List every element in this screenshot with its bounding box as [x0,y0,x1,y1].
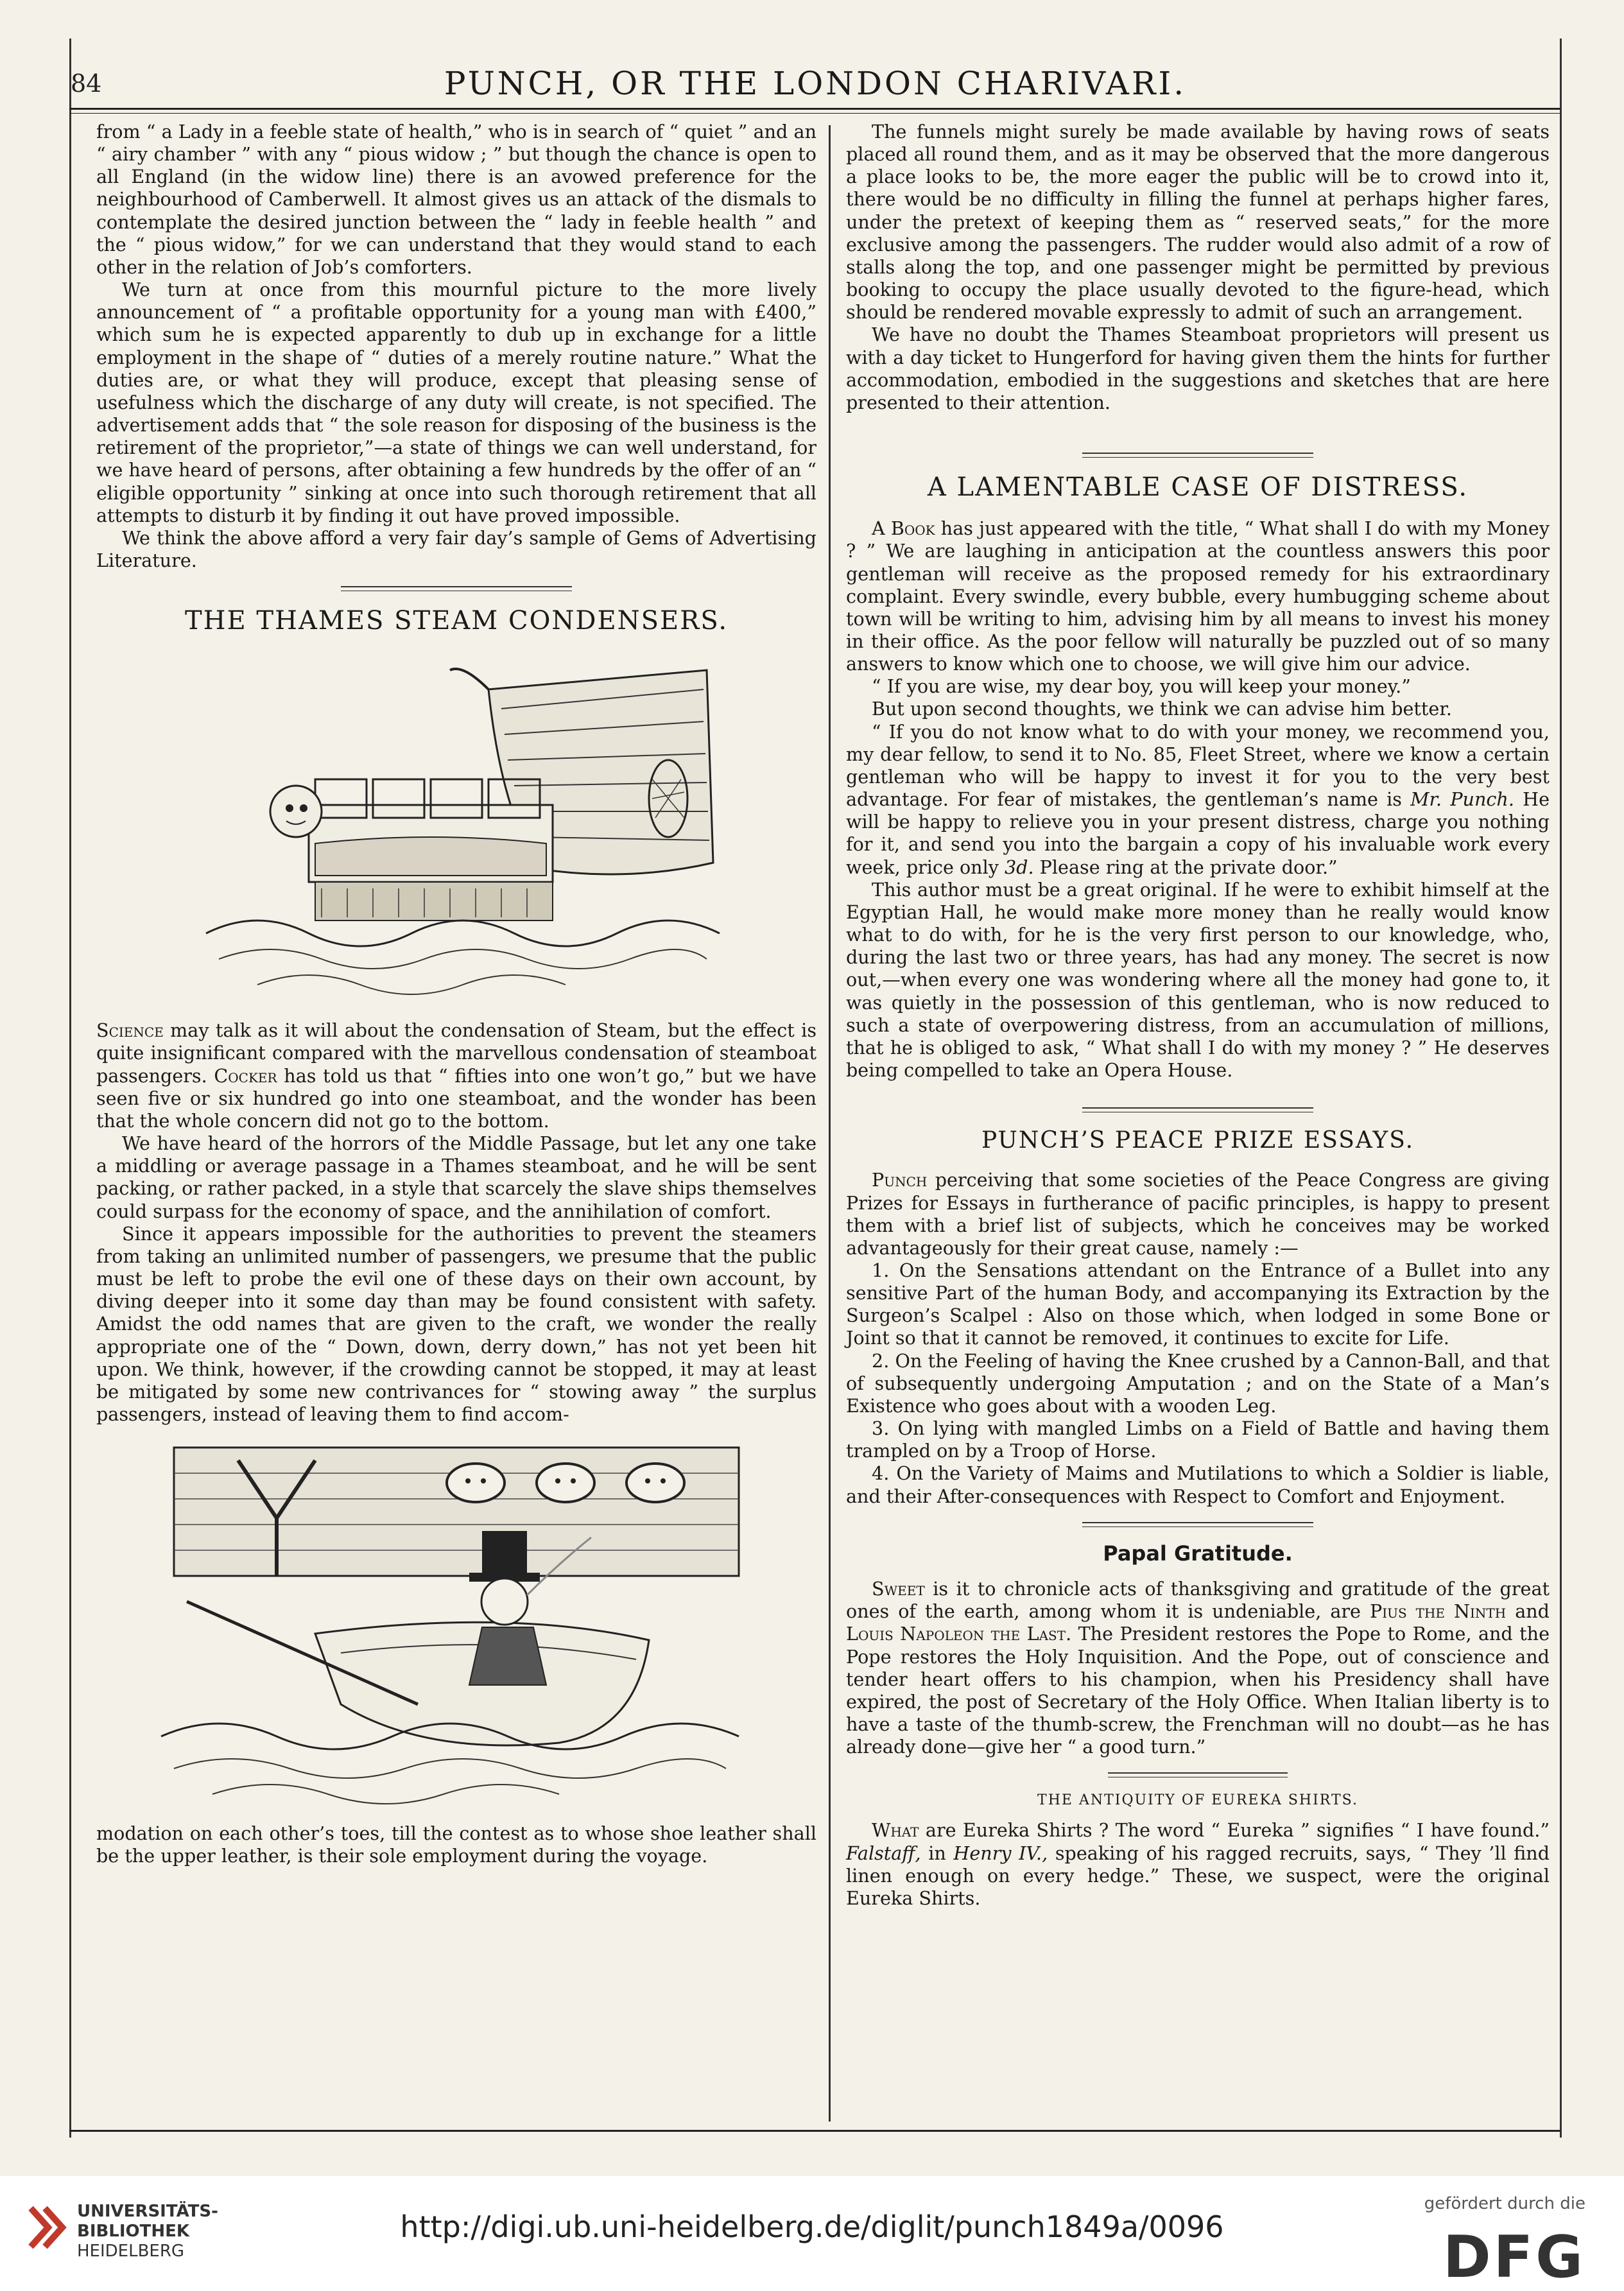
page-number: 84 [71,69,102,98]
paragraph-text: He will be happy to relieve you in your present distress, charge you nothing for it, and send you into the bargain a copy of his invaluable work every week, price only [846,788,1550,878]
column-divider [829,125,831,2122]
permalink-url[interactable]: http://digi.ub.uni-heidelberg.de/diglit/punch1849a/0096 [400,2209,1224,2244]
section-separator [1082,1107,1313,1112]
paragraph [846,517,1550,675]
article-heading-peace-prize: PUNCH’S PEACE PRIZE ESSAYS. [981,1127,1415,1154]
paragraph: The funnels might surely be made available by having rows of seats placed all round them, and as it may be observed that the more dangerous a place looks to be, the more eager the public will be to crowd into it, there would be no difficulty in filling the funnel at perhaps higher fares, under the pretext of keeping them as “ reserved seats,” for the more exclusive among the passengers. The rudder would also admit of a row of stalls along the top, and one passenger might be permitted by previous booking to occupy the place usually devoted to the figure-head, which should be rendered movable expressly to admit of such an arrangement. [846,121,1550,324]
section-separator [1108,1772,1288,1777]
dfg-logo: DFG [1442,2224,1585,2291]
paragraph: modation on each other’s toes, till the contest as to whose shoe leather shall be the upper leather, is their sole employment during the voyage. [96,1822,816,1867]
section-separator [1082,453,1313,458]
list-item: 1. On the Sensations attendant on the Entrance of a Bullet into any sensitive Part of the human Body, and accompanying its Extraction by the Surgeon’s Scalpel : Also on those which, when lodged in some Bone or Joint so that it cannot be removed, it continues to excite for Life. [846,1259,1550,1349]
paragraph: “ If you are wise, my dear boy, you will keep your money.” [872,675,1411,698]
list-item: 4. On the Variety of Maims and Mutilations to which a Soldier is liable, and their After-consequences with Respect to Comfort and Enjoyment. [846,1462,1550,1507]
paragraph: We turn at once from this mournful picture to the more lively announcement of “ a profitable opportunity for a young man with £400,” which sum he is expected apparently to dub up in exchange for a little employment in the shape of “ duties of a merely routine nature.” What the duties are, or what they will produce, except that pleasing sense of usefulness which the discharge of any duty will create, is not specified. The advertisement adds that “ the sole reason for disposing of the business is the retirement of the proprietor,”—a state of things we can well understand, for we have heard of persons, after obtaining a few hundreds by the offer of an “ eligible opportunity ” sinking at once into such thorough retirement that all attempts to disturb it by finding it out have proved impossible. [96,279,817,526]
page-frame-left [69,39,71,2138]
paragraph: We think the above afford a very fair day’s sample of Gems of Advertising Literature. [96,526,816,571]
paragraph-text: has told us that “ fifties into one won’t go,” but we have seen five or six hundred go into one steamboat, and the wonder has been that the whole concern did not go to the bottom. [96,1064,816,1132]
italic-name: Falstaff, [846,1842,921,1864]
head-rule-top [69,108,1560,110]
paragraph: We have heard of the horrors of the Middle Passage, but let any one take a middling or average passage in a Thames steamboat, and he will be sent packing, or rather packed, in a style that scarcely the slave ships themselves could surpass for the economy of space, and the annihilation of comfort. [96,1132,816,1222]
article-heading-lamentable-case: A LAMENTABLE CASE OF DISTRESS. [927,472,1469,503]
section-separator [341,586,572,591]
list-item: 2. On the Feeling of having the Knee crushed by a Cannon-Ball, and that of subsequently undergoing Amputation ; and on the State of a Man’s Existence who goes about with a wooden Leg. [846,1349,1550,1417]
library-name-line: BIBLIOTHEK [77,2222,190,2242]
sofa-on-ship-illustration [180,651,732,1010]
paragraph-text: may talk as it will about the condensation of Steam, but the effect is quite insignificant compared with the marvellous condensation of steamboat passengers. [96,1019,816,1087]
paragraph-text: has just appeared with the title, “ What shall I do with my Money ? ” We are laughing in anticipation at the countless answers this poor gentleman will receive as the proposed remedy for his extraordinary complaint. Every swindle, every bubble, every humbugging scheme about town will be writing to him, advising him by all means to invest his money in their office. As the poor fellow will naturally be puzzled out of so many answers to know which one to choose, we will give him our advice. [846,517,1550,675]
italic-name: Mr. Punch. [1410,788,1514,811]
lead-word: Punch [872,1169,928,1191]
page-bottom-rule [69,2130,1560,2132]
passengers-in-funnel-boat-illustration [148,1435,764,1813]
library-name-line: HEIDELBERG [77,2242,185,2261]
paragraph-text: perceiving that some societies of the Peace Congress are giving Prizes for Essays in furtherance of pacific principles, is happy to present them with a brief list of subjects, which he conceives may be worked advantageously for their great cause, namely :— [846,1169,1550,1259]
lead-word: What [872,1819,919,1842]
head-rule-bottom [69,113,1560,114]
paragraph: from “ a Lady in a feeble state of health,” who is in search of “ quiet ” and an “ airy chamber ” with any “ pious widow ; ” but though the chance is open to all England (in the widow line) there is an avowed preference for the neighbourhood of Camberwell. It almost gives us an attack of the dismals to contemplate the desired junction between the “ lady in feeble health ” and the “ pious widow,” for we can understand that they would stand to each other in the relation of Job’s comforters. [96,121,816,278]
paragraph-text: speaking of his ragged recruits, says, “ They ’ll find linen enough on every hedge.” These, we suspect, were the original Eureka Shirts. [846,1842,1550,1909]
paragraph [846,1819,1550,1910]
lead-word: A Book [872,517,935,540]
lead-word: Science [96,1019,164,1042]
library-name-line: UNIVERSITÄTS- [77,2202,218,2221]
running-head [71,45,1560,122]
article-heading-papal-gratitude: Papal Gratitude. [1103,1541,1293,1566]
paragraph-text: Please ring at the private door.” [1033,856,1338,878]
article-heading-steam-condensers: THE THAMES STEAM CONDENSERS. [184,606,729,636]
page-frame-right [1560,39,1562,2138]
funded-by-label: gefördert durch die [1424,2194,1585,2213]
lead-word: Sweet [872,1578,925,1600]
article-heading-eureka-shirts: THE ANTIQUITY OF EUREKA SHIRTS. [1037,1792,1358,1809]
section-separator [1082,1522,1313,1527]
paragraph-text: are Eureka Shirts ? The word “ Eureka ” signifies “ I have found.” [919,1819,1550,1842]
paragraph-text: is it to chronicle acts of thanksgiving and gratitude of the great ones of the earth, among whom it is undeniable, are [846,1578,1550,1623]
paragraph [846,1578,1550,1758]
paragraph: Since it appears impossible for the authorities to prevent the steamers from taking an unlimited number of passengers, we presume that the public must be left to probe the evil one of these days on their own account, by diving deeper into it some day than may be found consistent with safety. Amidst the odd names that are given to the craft, we wonder the really appropriate one of the “ Down, down, derry down,” has not yet been hit upon. We think, however, if the crowding cannot be stopped, it may at least be mitigated by some new contrivances for “ stowing away ” the surplus passengers, instead of leaving them to find accom- [96,1222,816,1425]
paragraph-text: “ If you do not know what to do with your money, we recommend you, my dear fellow, to send it to No. 85, Fleet Street, where we know a certain gentleman who will be happy to invest it for you to the very best advantage. For fear of mistakes, the gentleman’s name is [846,720,1550,811]
name-smallcaps: Cocker [214,1064,277,1087]
name-smallcaps: Louis Napoleon the Last. [846,1623,1072,1645]
paragraph-text: in [920,1842,954,1864]
left-column [96,121,816,1867]
paragraph [96,1019,816,1132]
right-column [846,121,1550,1910]
paragraph: But upon second thoughts, we think we can advise him better. [872,698,1452,720]
paragraph-text: and [1506,1600,1550,1623]
paragraph [846,721,1550,879]
paragraph-text: The President restores the Pope to Rome, and the Pope restores the Holy Inquisition. And the Pope, out of conscience and tender heart offers to his champion, when his Presidency shall have expired, the post of Secretary of the Holy Office. When Italian liberty is to have a taste of the thumb-screw, the Frenchman will no doubt—as he has already done—give her “ a good turn.” [846,1623,1550,1758]
paragraph: We have no doubt the Thames Steamboat proprietors will present us with a day ticket to Hungerford for having given them the hints for further accommodation, embodied in the suggestions and sketches that are here presented to their attention. [846,324,1550,413]
italic-title: Henry IV., [953,1842,1048,1864]
name-smallcaps: Pius the Ninth [1369,1600,1507,1623]
italic-price: 3d. [1004,856,1034,878]
journal-title: PUNCH, OR THE LONDON CHARIVARI. [444,65,1187,102]
paragraph: This author must be a great original. If he were to exhibit himself at the Egyptian Hall, he would make more money than he really would know what to do with, for he is the very first person to our knowledge, who, during the last two or three years, has had any money. The secret is now out,—when every one was wondering where all the money had gone to, it was quietly in the possession of this gentleman, who is now reduced to such a state of overpowering distress, from an accumulation of millions, that he is obliged to ask, “ What shall I do with my money ? ” He deserves being compelled to take an Opera House. [846,878,1550,1081]
list-item: 3. On lying with mangled Limbs on a Field of Battle and having them trampled on by a Troop of Horse. [846,1417,1550,1462]
digitization-footer [0,2176,1624,2290]
paragraph [846,1169,1550,1259]
